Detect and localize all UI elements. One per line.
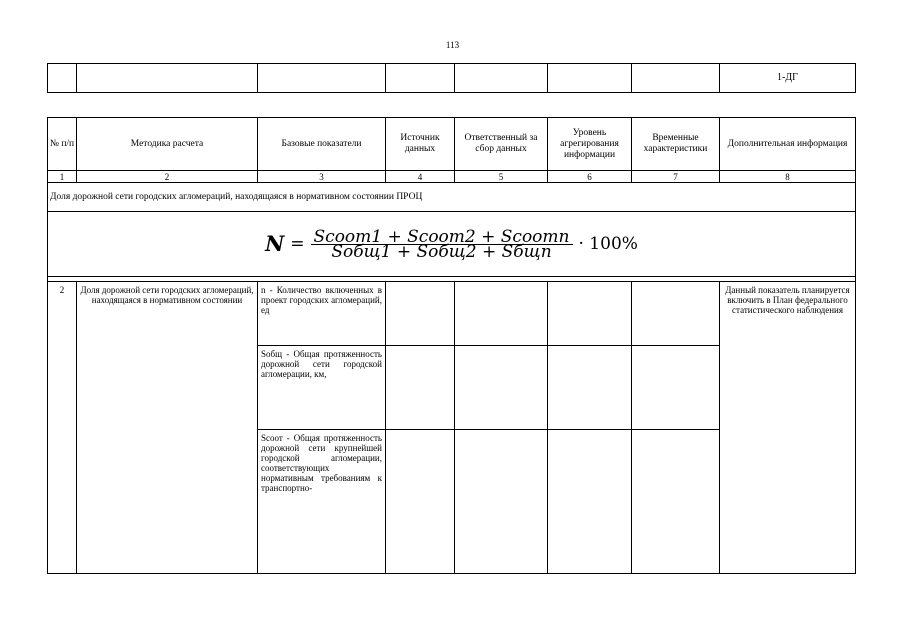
header-cell: Ответственный за сбор данных (455, 118, 548, 171)
empty-cell (455, 282, 548, 346)
header-cell: № п/п (48, 118, 77, 171)
empty-cell (455, 346, 548, 430)
top-cell-3 (258, 64, 386, 93)
formula-row (48, 212, 856, 277)
empty-cell (386, 430, 455, 574)
indicator-title-row (48, 183, 856, 212)
empty-cell (548, 282, 632, 346)
base-indicator-cell: Scoот - Общая протяженность дорожной сети крупнейшей городской агломерации, соответствующих нормативным требованиям к транспортно- (258, 430, 386, 574)
empty-cell (455, 430, 548, 574)
header-cell: Методика расчета (77, 118, 258, 171)
empty-cell (632, 430, 720, 574)
form-code-cell: 1-ДГ (720, 64, 856, 93)
column-number: 8 (720, 171, 856, 183)
column-number: 3 (258, 171, 386, 183)
column-number: 5 (455, 171, 548, 183)
formula-cell (48, 212, 856, 277)
empty-cell (386, 282, 455, 346)
formula-multiplier: · 100% (578, 234, 638, 254)
header-cell: Уровень агрегирования информации (548, 118, 632, 171)
indicator-table (47, 117, 856, 574)
formula-numerator: Scoот1 + Scoот2 + Scoотn (311, 232, 573, 245)
top-cell-6 (548, 64, 632, 93)
formula-fraction (311, 226, 573, 262)
top-cell-4 (386, 64, 455, 93)
header-cell: Базовые показатели (258, 118, 386, 171)
methodology-cell: Доля дорожной сети городских агломераций, находящаяся в нормативном состоянии (77, 282, 258, 574)
additional-info-cell: Данный показатель планируется включить в План федерального статистического наблюдения (720, 282, 856, 574)
top-cell-7 (632, 64, 720, 93)
indicator-title: Доля дорожной сети городских агломераций, находящаяся в нормативном состоянии ПРОЦ (48, 183, 856, 212)
empty-cell (386, 346, 455, 430)
formula-denominator: Sобщ1 + Sобщ2 + Sбщn (331, 241, 552, 262)
header-cell: Дополнительная информация (720, 118, 856, 171)
row-number: 2 (48, 282, 77, 574)
column-number-row (48, 171, 856, 183)
base-indicator-cell: Sобщ - Общая протяженность дорожной сети городской агломерации, км, (258, 346, 386, 430)
formula-lhs: N (265, 231, 285, 256)
formula (265, 226, 638, 262)
table-row (48, 282, 856, 346)
page-number: 113 (445, 40, 460, 50)
column-number: 7 (632, 171, 720, 183)
empty-cell (548, 346, 632, 430)
column-number: 1 (48, 171, 77, 183)
equals-sign: = (290, 234, 305, 254)
column-number: 6 (548, 171, 632, 183)
header-cell: Источник данных (386, 118, 455, 171)
column-number: 4 (386, 171, 455, 183)
top-cell-2 (77, 64, 258, 93)
empty-cell (548, 430, 632, 574)
column-number: 2 (77, 171, 258, 183)
empty-cell (632, 282, 720, 346)
base-indicator-cell: n - Количество включенных в проект городских агломераций, ед (258, 282, 386, 346)
top-cell-5 (455, 64, 548, 93)
header-row (48, 118, 856, 171)
top-code-table (47, 63, 856, 93)
header-cell: Временные характеристики (632, 118, 720, 171)
top-cell-1 (48, 64, 77, 93)
empty-cell (632, 346, 720, 430)
